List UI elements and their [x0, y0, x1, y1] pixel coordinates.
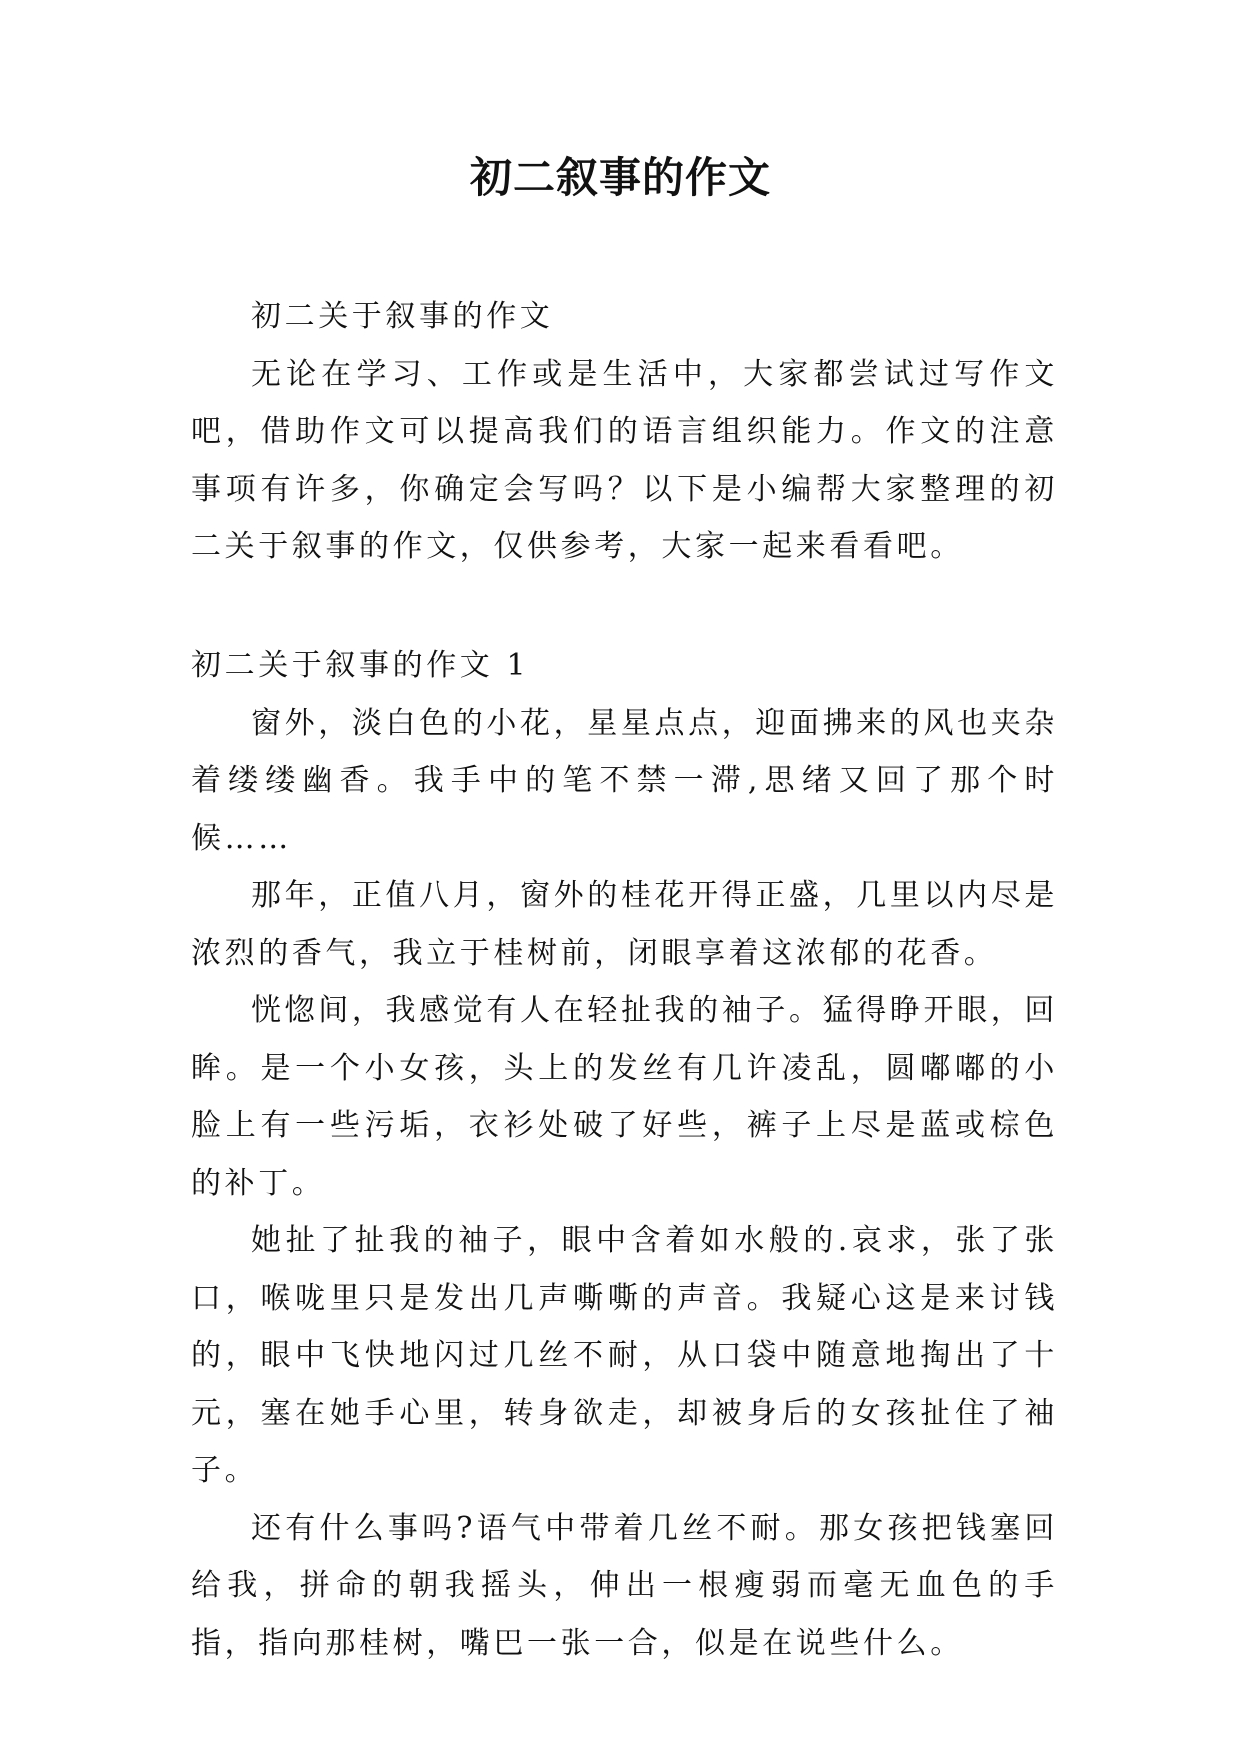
intro-subtitle: 初二关于叙事的作文 — [251, 299, 554, 334]
essay-paragraph: 她扯了扯我的袖子，眼中含着如水般的.哀求，张了张口，喉咙里只是发出几声嘶嘶的声音。我疑心这是来讨钱的，眼中飞快地闪过几丝不耐，从口袋中随意地掏出了十元，塞在她手心里，转身欲走，却被身后的女孩扯住了袖子。 — [191, 1223, 1058, 1488]
intro-paragraph: 无论在学习、工作或是生活中，大家都尝试过写作文吧，借助作文可以提高我们的语言组织能力。作文的注意事项有许多，你确定会写吗？以下是小编帮大家整理的初二关于叙事的作文，仅供参考，大家一起来看看吧。 — [191, 356, 1058, 564]
essay-paragraph: 窗外，淡白色的小花，星星点点，迎面拂来的风也夹杂着缕缕幽香。我手中的笔不禁一滞,思绪又回了那个时候…… — [191, 705, 1058, 856]
essay-1-section — [191, 637, 1058, 1672]
essay-paragraph: 那年，正值八月，窗外的桂花开得正盛，几里以内尽是浓烈的香气，我立于桂树前，闭眼享着这浓郁的花香。 — [191, 878, 1058, 971]
essay-1-heading: 初二关于叙事的作文 1 — [191, 648, 530, 683]
intro-section — [191, 288, 1058, 576]
essay-paragraph: 还有什么事吗?语气中带着几丝不耐。那女孩把钱塞回给我，拼命的朝我摇头，伸出一根瘦弱而毫无血色的手指，指向那桂树，嘴巴一张一合，似是在说些什么。 — [191, 1510, 1058, 1661]
essay-paragraph: 恍惚间，我感觉有人在轻扯我的袖子。猛得睁开眼，回眸。是一个小女孩，头上的发丝有几许凌乱，圆嘟嘟的小脸上有一些污垢，衣衫处破了好些，裤子上尽是蓝或棕色的补丁。 — [191, 993, 1058, 1201]
document-title: 初二叙事的作文 — [469, 153, 771, 202]
